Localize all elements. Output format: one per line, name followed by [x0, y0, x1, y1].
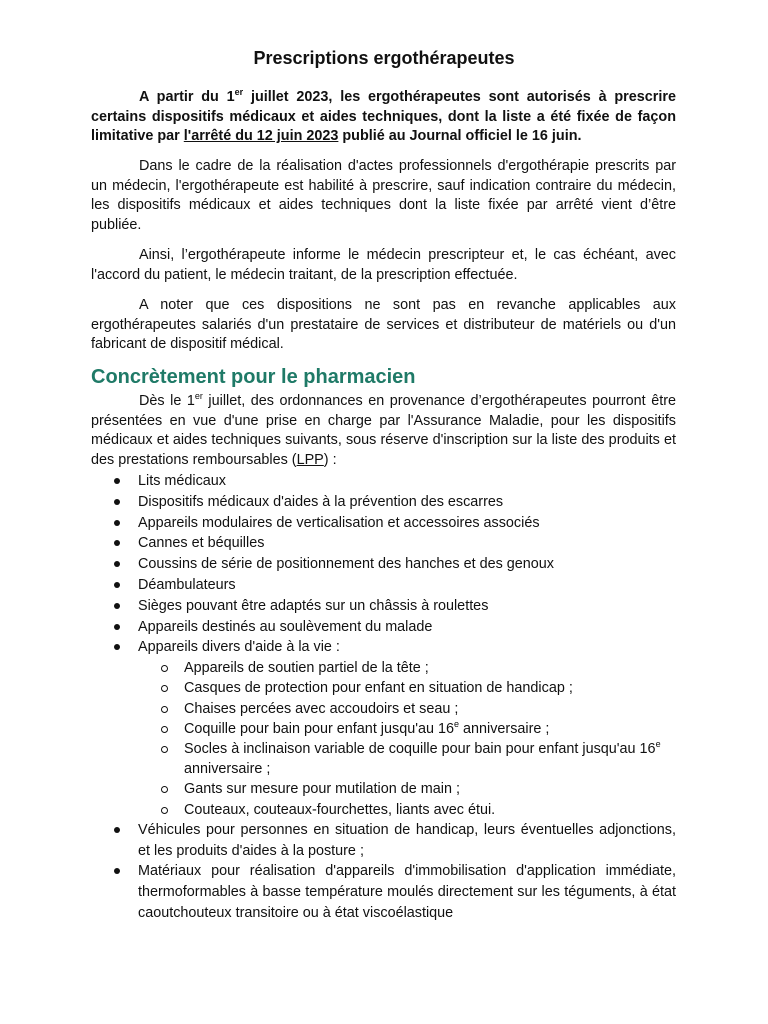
sub-list-item	[138, 779, 676, 799]
circle-bullet-icon	[161, 685, 168, 692]
p5-text-middle: juillet, des ordonnances en provenance d’ergothérapeutes pourront être présentées en vue d'une prise en charge par l'Assurance Maladie, pour les dispositifs médicaux et aides techniques suivants, sous réserve d'inscription sur la liste des produits et des prestations remboursables (	[91, 393, 677, 468]
list-item-text: Appareils destinés au soulèvement du malade	[138, 618, 433, 635]
sub-item-text: Coquille pour bain pour enfant jusqu'au 16	[184, 720, 454, 737]
list-item-text: Matériaux pour réalisation d'appareils d'immobilisation d'application immédiate, thermoformables à basse température moulés directement sur les téguments, à état caoutchouteux transitoire ou à état viscoélastique	[138, 863, 676, 921]
bullet-icon	[114, 644, 120, 650]
list-item	[91, 492, 676, 513]
list-item	[91, 513, 676, 534]
sub-list	[138, 658, 676, 820]
list-item-text: Appareils divers d'aide à la vie :	[138, 639, 340, 656]
sub-item-text-end: anniversaire ;	[459, 720, 550, 737]
p5-superscript: er	[194, 391, 203, 402]
intro-text-end: publié au Journal officiel le 16 juin.	[338, 128, 582, 144]
sub-item-text-end: anniversaire ;	[184, 761, 271, 778]
sub-list-item	[138, 699, 676, 719]
list-item-text: Déambulateurs	[138, 576, 236, 593]
paragraph-4-text: A noter que ces dispositions ne sont pas en revanche applicables aux ergothérapeutes salariés d'un prestataire de services et distributeur de matériels ou d'un fabricant de dispositif médical.	[91, 297, 676, 352]
list-item-text: Coussins de série de positionnement des hanches et des genoux	[138, 556, 555, 573]
sub-list-item	[138, 678, 676, 698]
paragraph-5	[91, 392, 676, 470]
p5-text-end: ) :	[323, 451, 337, 468]
device-list	[91, 471, 676, 924]
list-item	[91, 575, 676, 596]
intro-text-start: A partir du 1	[139, 89, 235, 105]
circle-bullet-icon	[161, 786, 168, 793]
section-heading: Concrètement pour le pharmacien	[91, 366, 416, 388]
list-item-text: Dispositifs médicaux d'aides à la prévention des escarres	[138, 493, 504, 510]
bullet-icon	[114, 478, 120, 484]
list-item	[91, 596, 676, 617]
paragraph-2	[91, 157, 676, 235]
paragraph-3	[91, 246, 676, 285]
circle-bullet-icon	[161, 746, 168, 753]
paragraph-2-text: Dans le cadre de la réalisation d'actes professionnels d'ergothérapie prescrits par un médecin, l'ergothérapeute est habilité à prescrire, sauf indication contraire du médecin, les dispositifs médicaux et aides techniques dont la liste fixée par arrêté vient d’être publiée.	[91, 158, 676, 233]
intro-paragraph	[91, 88, 676, 147]
paragraph-4	[91, 296, 676, 355]
circle-bullet-icon	[161, 665, 168, 672]
list-item	[91, 637, 676, 819]
sub-list-item	[138, 739, 676, 779]
list-item-text: Lits médicaux	[138, 473, 226, 489]
bullet-icon	[114, 561, 120, 567]
list-item	[91, 617, 676, 638]
list-item	[91, 554, 676, 575]
sub-item-text: Gants sur mesure pour mutilation de main ;	[184, 781, 460, 798]
bullet-icon	[114, 868, 120, 874]
bullet-icon	[114, 520, 120, 526]
sub-item-superscript: e	[655, 739, 661, 750]
list-item-text: Sièges pouvant être adaptés sur un châssis à roulettes	[138, 597, 489, 614]
bullet-icon	[114, 603, 120, 609]
circle-bullet-icon	[161, 706, 168, 713]
bullet-icon	[114, 582, 120, 588]
paragraph-3-text: Ainsi, l’ergothérapeute informe le médecin prescripteur et, le cas échéant, avec l'accord du patient, le médecin traitant, de la prescription effectuée.	[91, 247, 676, 283]
p5-text-start: Dès le 1	[139, 393, 195, 409]
list-item	[91, 471, 676, 492]
bullet-icon	[114, 540, 120, 546]
sub-item-text: Couteaux, couteaux-fourchettes, liants avec étui.	[184, 801, 496, 818]
bullet-icon	[114, 624, 120, 630]
arrete-link[interactable]: l'arrêté du 12 juin 2023	[183, 128, 339, 144]
bullet-icon	[114, 827, 120, 833]
list-item-text: Cannes et béquilles	[138, 535, 265, 552]
intro-text-middle: juillet 2023, les ergothérapeutes sont autorisés à prescrire certains dispositifs médicaux et aides techniques, dont la liste a été fixée de façon limitative par	[91, 89, 676, 144]
list-item-text: Véhicules pour personnes en situation de handicap, leurs éventuelles adjonctions, et les produits d'aides à la posture ;	[138, 821, 676, 859]
page-title: Prescriptions ergothérapeutes	[253, 48, 515, 68]
list-item	[91, 820, 676, 862]
sub-item-superscript: e	[453, 718, 459, 729]
circle-bullet-icon	[161, 726, 168, 733]
lpp-link[interactable]: LPP	[296, 451, 324, 468]
circle-bullet-icon	[161, 807, 168, 814]
sub-item-text: Casques de protection pour enfant en situation de handicap ;	[184, 680, 573, 697]
sub-item-text: Socles à inclinaison variable de coquille pour bain pour enfant jusqu'au 16	[184, 740, 656, 757]
sub-list-item	[138, 800, 676, 820]
list-item	[91, 861, 676, 923]
sub-list-item	[138, 719, 676, 739]
intro-superscript: er	[234, 87, 244, 98]
sub-list-item	[138, 658, 676, 678]
sub-item-text: Chaises percées avec accoudoirs et seau ;	[184, 700, 459, 717]
list-item-text: Appareils modulaires de verticalisation et accessoires associés	[138, 514, 540, 531]
bullet-icon	[114, 499, 120, 505]
sub-item-text: Appareils de soutien partiel de la tête ;	[184, 660, 429, 677]
list-item	[91, 533, 676, 554]
